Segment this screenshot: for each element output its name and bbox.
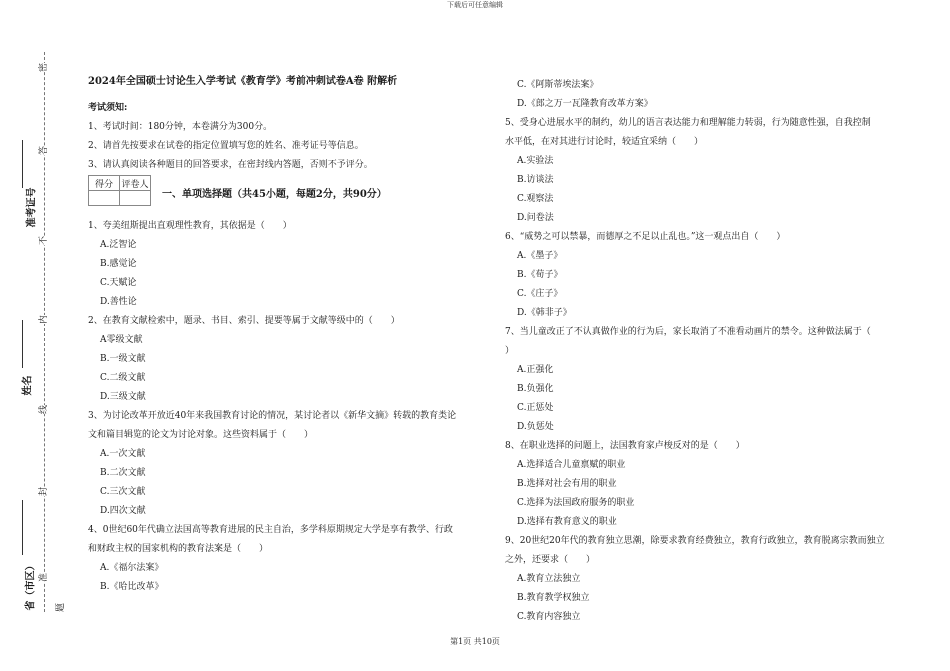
question-4-continued <box>505 76 925 114</box>
question-text-cont: 之外，还要求（ ） <box>505 555 596 565</box>
option[interactable]: A.正强化 <box>517 365 554 375</box>
question-text-cont: 和财政主权的国家机构的教育法案是（ ） <box>88 544 269 554</box>
option[interactable]: A.实验法 <box>517 156 554 166</box>
option[interactable]: A.选择适合儿童禀赋的职业 <box>517 460 626 470</box>
question-6 <box>505 228 925 323</box>
notice-title: 考试须知: <box>88 103 128 113</box>
option[interactable]: D.选择有教育意义的职业 <box>517 517 617 527</box>
right-column <box>505 76 925 627</box>
option[interactable]: D.三级文献 <box>100 392 146 402</box>
question-text: 7、当儿童改正了不认真做作业的行为后，家长取消了不准看动画片的禁令。这种做法属于（ <box>505 327 871 337</box>
question-text-cont: 文和篇目辑览的论文为讨论对象。这些资料属于（ ） <box>88 430 314 440</box>
option[interactable]: B.《荀子》 <box>517 270 563 280</box>
question-3 <box>88 407 488 521</box>
seal-dashed-line <box>44 52 45 612</box>
grader-cell[interactable] <box>120 191 151 206</box>
shengshi-fill-line <box>22 500 23 555</box>
question-4 <box>88 521 488 597</box>
seal-mark-7: 准 <box>35 573 50 582</box>
question-7 <box>505 323 925 437</box>
notice-3: 3、请认真阅读各种题目的回答要求，在密封线内答题，否则不予评分。 <box>88 160 373 170</box>
zhunkao-fill-line <box>22 140 23 188</box>
option[interactable]: C.《庄子》 <box>517 289 563 299</box>
option[interactable]: D.负惩处 <box>517 422 554 432</box>
question-9 <box>505 532 925 627</box>
option[interactable]: A.《墨子》 <box>517 251 563 261</box>
seal-mark-2: 答 <box>35 146 50 155</box>
shengshi-label: 省（市区） <box>25 560 37 611</box>
option[interactable]: A.教育立法独立 <box>517 574 581 584</box>
option[interactable]: B.教育教学权独立 <box>517 593 590 603</box>
section-title: 一、单项选择题（共45小题，每题2分，共90分） <box>162 189 387 200</box>
option[interactable]: B.负强化 <box>517 384 554 394</box>
seal-mark-4: 内 <box>35 315 50 324</box>
option[interactable]: B.一级文献 <box>100 354 146 364</box>
option[interactable]: C.选择为法国政府服务的职业 <box>517 498 635 508</box>
seal-mark-8: 题 <box>52 603 67 612</box>
option[interactable]: B.《哈比改革》 <box>100 582 164 592</box>
question-text: 1、夸美纽斯提出直观理性教育，其依据是（ ） <box>88 221 292 231</box>
question-8 <box>505 437 925 532</box>
grader-label: 评卷人 <box>120 176 151 191</box>
left-column <box>88 72 488 597</box>
zhunkao-label: 准考证号 <box>26 187 38 228</box>
score-table <box>88 175 151 206</box>
question-text: 3、为讨论改革开放近40年来我国教育讨论的情况，某讨论者以《新华文摘》转载的教育类论 <box>88 411 457 421</box>
seal-mark-1: 密 <box>35 63 50 72</box>
notice-2: 2、请首先按要求在试卷的指定位置填写您的姓名、准考证号等信息。 <box>88 141 364 151</box>
option[interactable]: D.《郎之万一瓦隆教育改革方案》 <box>517 99 653 109</box>
question-text-cont: 水平低，在对其进行讨论时，较适宜采纳（ ） <box>505 137 704 147</box>
question-text-cont: ） <box>505 346 515 356</box>
question-1 <box>88 217 488 312</box>
option[interactable]: C.天赋论 <box>100 278 137 288</box>
option[interactable]: C.三次文献 <box>100 487 146 497</box>
option[interactable]: D.善性论 <box>100 297 137 307</box>
option[interactable]: C.观察法 <box>517 194 554 204</box>
question-5 <box>505 114 925 228</box>
option[interactable]: B.感觉论 <box>100 259 137 269</box>
notice-1: 1、考试时间：180分钟，本卷满分为300分。 <box>88 122 273 132</box>
option[interactable]: D.《韩非子》 <box>517 308 572 318</box>
question-2 <box>88 312 488 407</box>
question-text: 5、受身心进展水平的制约，幼儿的语言表达能力和理解能力转弱，行为随意性强，自我控制 <box>505 118 871 128</box>
exam-title: 2024年全国硕士讨论生入学考试《教育学》考前冲刺试卷A卷 附解析 <box>88 76 398 87</box>
seal-mark-6: 封 <box>35 487 50 496</box>
question-text: 9、20世纪20年代的教育独立思潮，除要求教育经费独立，教育行政独立，教育脱离宗教而独立 <box>505 536 885 546</box>
binding-margin <box>0 0 80 671</box>
option[interactable]: C.教育内容独立 <box>517 612 581 622</box>
option[interactable]: A零级文献 <box>100 335 143 345</box>
option[interactable]: C.《阿斯蒂埃法案》 <box>517 80 599 90</box>
option[interactable]: D.问卷法 <box>517 213 554 223</box>
seal-mark-3: 不 <box>35 236 50 245</box>
option[interactable]: B.二次文献 <box>100 468 146 478</box>
score-cell[interactable] <box>89 191 120 206</box>
question-text: 4、0世纪60年代确立法国高等教育进展的民主自治，多学科原期规定大学是享有教学、行政 <box>88 525 453 535</box>
top-note: 下载后可任意编辑 <box>447 1 503 9</box>
option[interactable]: C.二级文献 <box>100 373 146 383</box>
question-text: 8、在职业选择的问题上，法国教育家卢梭反对的是（ ） <box>505 441 745 451</box>
option[interactable]: A.泛智论 <box>100 240 137 250</box>
option[interactable]: B.选择对社会有用的职业 <box>517 479 617 489</box>
xingming-fill-line <box>22 320 23 368</box>
option[interactable]: A.一次文献 <box>100 449 146 459</box>
question-text: 6、“威势之可以禁暴，而德厚之不足以止乱也。”这一观点出自（ ） <box>505 232 786 242</box>
option[interactable]: A.《福尔法案》 <box>100 563 164 573</box>
xingming-label: 姓名 <box>22 375 34 396</box>
option[interactable]: D.四次文献 <box>100 506 146 516</box>
option[interactable]: C.正惩处 <box>517 403 554 413</box>
question-text: 2、在教育文献检索中，题录、书目、索引、提要等属于文献等级中的（ ） <box>88 316 400 326</box>
score-label: 得分 <box>89 176 120 191</box>
seal-mark-5: 线 <box>35 405 50 414</box>
page-footer: 第1页 共10页 <box>450 637 500 646</box>
option[interactable]: B.访谈法 <box>517 175 554 185</box>
